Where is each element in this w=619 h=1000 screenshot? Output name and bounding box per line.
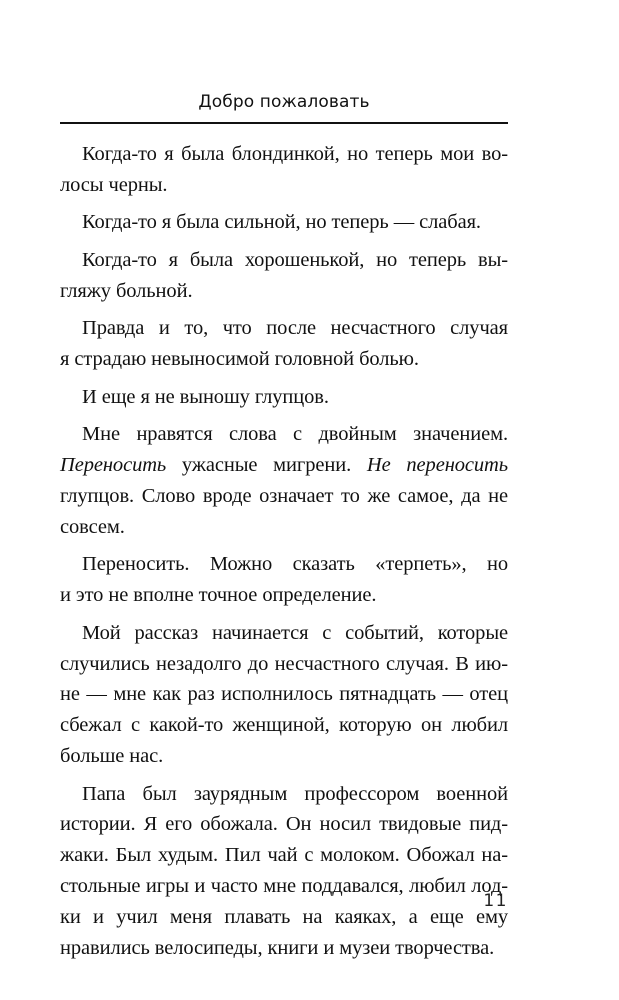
text-run: больше нас.	[60, 744, 164, 767]
text-line	[60, 902, 508, 933]
text-line	[60, 245, 508, 276]
paragraph	[60, 779, 508, 964]
header-rule	[60, 122, 508, 124]
text-run: Мой рассказ начинается с событий, которые	[82, 621, 508, 644]
italic-text: Переносить	[60, 454, 167, 477]
text-run: Когда-то я была хорошенькой, но теперь вы-	[82, 248, 508, 271]
text-run: я страдаю невыносимой головной болью.	[60, 348, 419, 371]
text-run: истории. Я его обожала. Он носил твидовые пид-	[60, 813, 508, 836]
text-line	[60, 419, 508, 450]
text-run: ужасные мигрени.	[166, 454, 367, 477]
text-run: Правда и то, что после несчастного случая	[82, 317, 508, 340]
paragraph	[60, 245, 508, 307]
text-run: ки и учил меня плавать на каяках, а еще ему	[60, 905, 508, 928]
text-line	[60, 344, 508, 375]
text-line	[60, 450, 508, 481]
text-line	[60, 549, 508, 580]
text-line	[60, 679, 508, 710]
text-run: стольные игры и часто мне поддавался, любил лод-	[60, 874, 508, 897]
paragraph	[60, 419, 508, 542]
paragraph	[60, 139, 508, 201]
text-run: не — мне как раз исполнилось пятнадцать — отец	[60, 683, 508, 706]
text-run: нравились велосипеды, книги и музеи творчества.	[60, 936, 495, 959]
page-number: 11	[483, 891, 508, 911]
text-line	[60, 840, 508, 871]
text-run: Папа был заурядным профессором военной	[82, 782, 508, 805]
text-line	[60, 779, 508, 810]
text-run: Мне нравятся слова с двойным значением.	[82, 423, 508, 446]
text-line	[60, 481, 508, 512]
text-line	[60, 649, 508, 680]
paragraph	[60, 618, 508, 772]
text-run: жаки. Был худым. Пил чай с молоком. Обожал на-	[60, 844, 508, 867]
paragraph	[60, 549, 508, 611]
text-line	[60, 313, 508, 344]
paragraph	[60, 382, 508, 413]
paragraph	[60, 313, 508, 375]
italic-text: Не переносить	[366, 454, 508, 477]
text-run: и это не вполне точное определение.	[60, 584, 377, 607]
text-run: гляжу больной.	[60, 279, 193, 302]
text-line	[60, 276, 508, 307]
text-line	[60, 809, 508, 840]
running-head: Добро пожаловать	[198, 92, 370, 112]
text-run: совсем.	[60, 515, 125, 538]
body-text	[60, 139, 508, 963]
text-line	[60, 710, 508, 741]
text-run: Когда-то я была сильной, но теперь — слабая.	[82, 211, 481, 234]
text-run: Когда-то я была блондинкой, но теперь мои во-	[82, 143, 508, 165]
paragraph	[60, 207, 508, 238]
text-line	[60, 382, 508, 413]
text-run: сбежал с какой-то женщиной, которую он любил	[60, 714, 508, 737]
text-line	[60, 871, 508, 902]
text-line	[60, 933, 508, 964]
text-run: случились незадолго до несчастного случая. В ию-	[60, 652, 508, 675]
text-line	[60, 580, 508, 611]
text-run: глупцов. Слово вроде означает то же самое, да не	[60, 484, 508, 507]
text-run: лосы черны.	[60, 173, 168, 196]
text-line	[60, 618, 508, 649]
text-line	[60, 139, 508, 170]
text-line	[60, 207, 508, 238]
text-run: Переносить. Можно сказать «терпеть», но	[82, 553, 508, 576]
text-line	[60, 170, 508, 201]
text-line	[60, 512, 508, 543]
text-line	[60, 741, 508, 772]
text-run: И еще я не выношу глупцов.	[82, 385, 329, 408]
